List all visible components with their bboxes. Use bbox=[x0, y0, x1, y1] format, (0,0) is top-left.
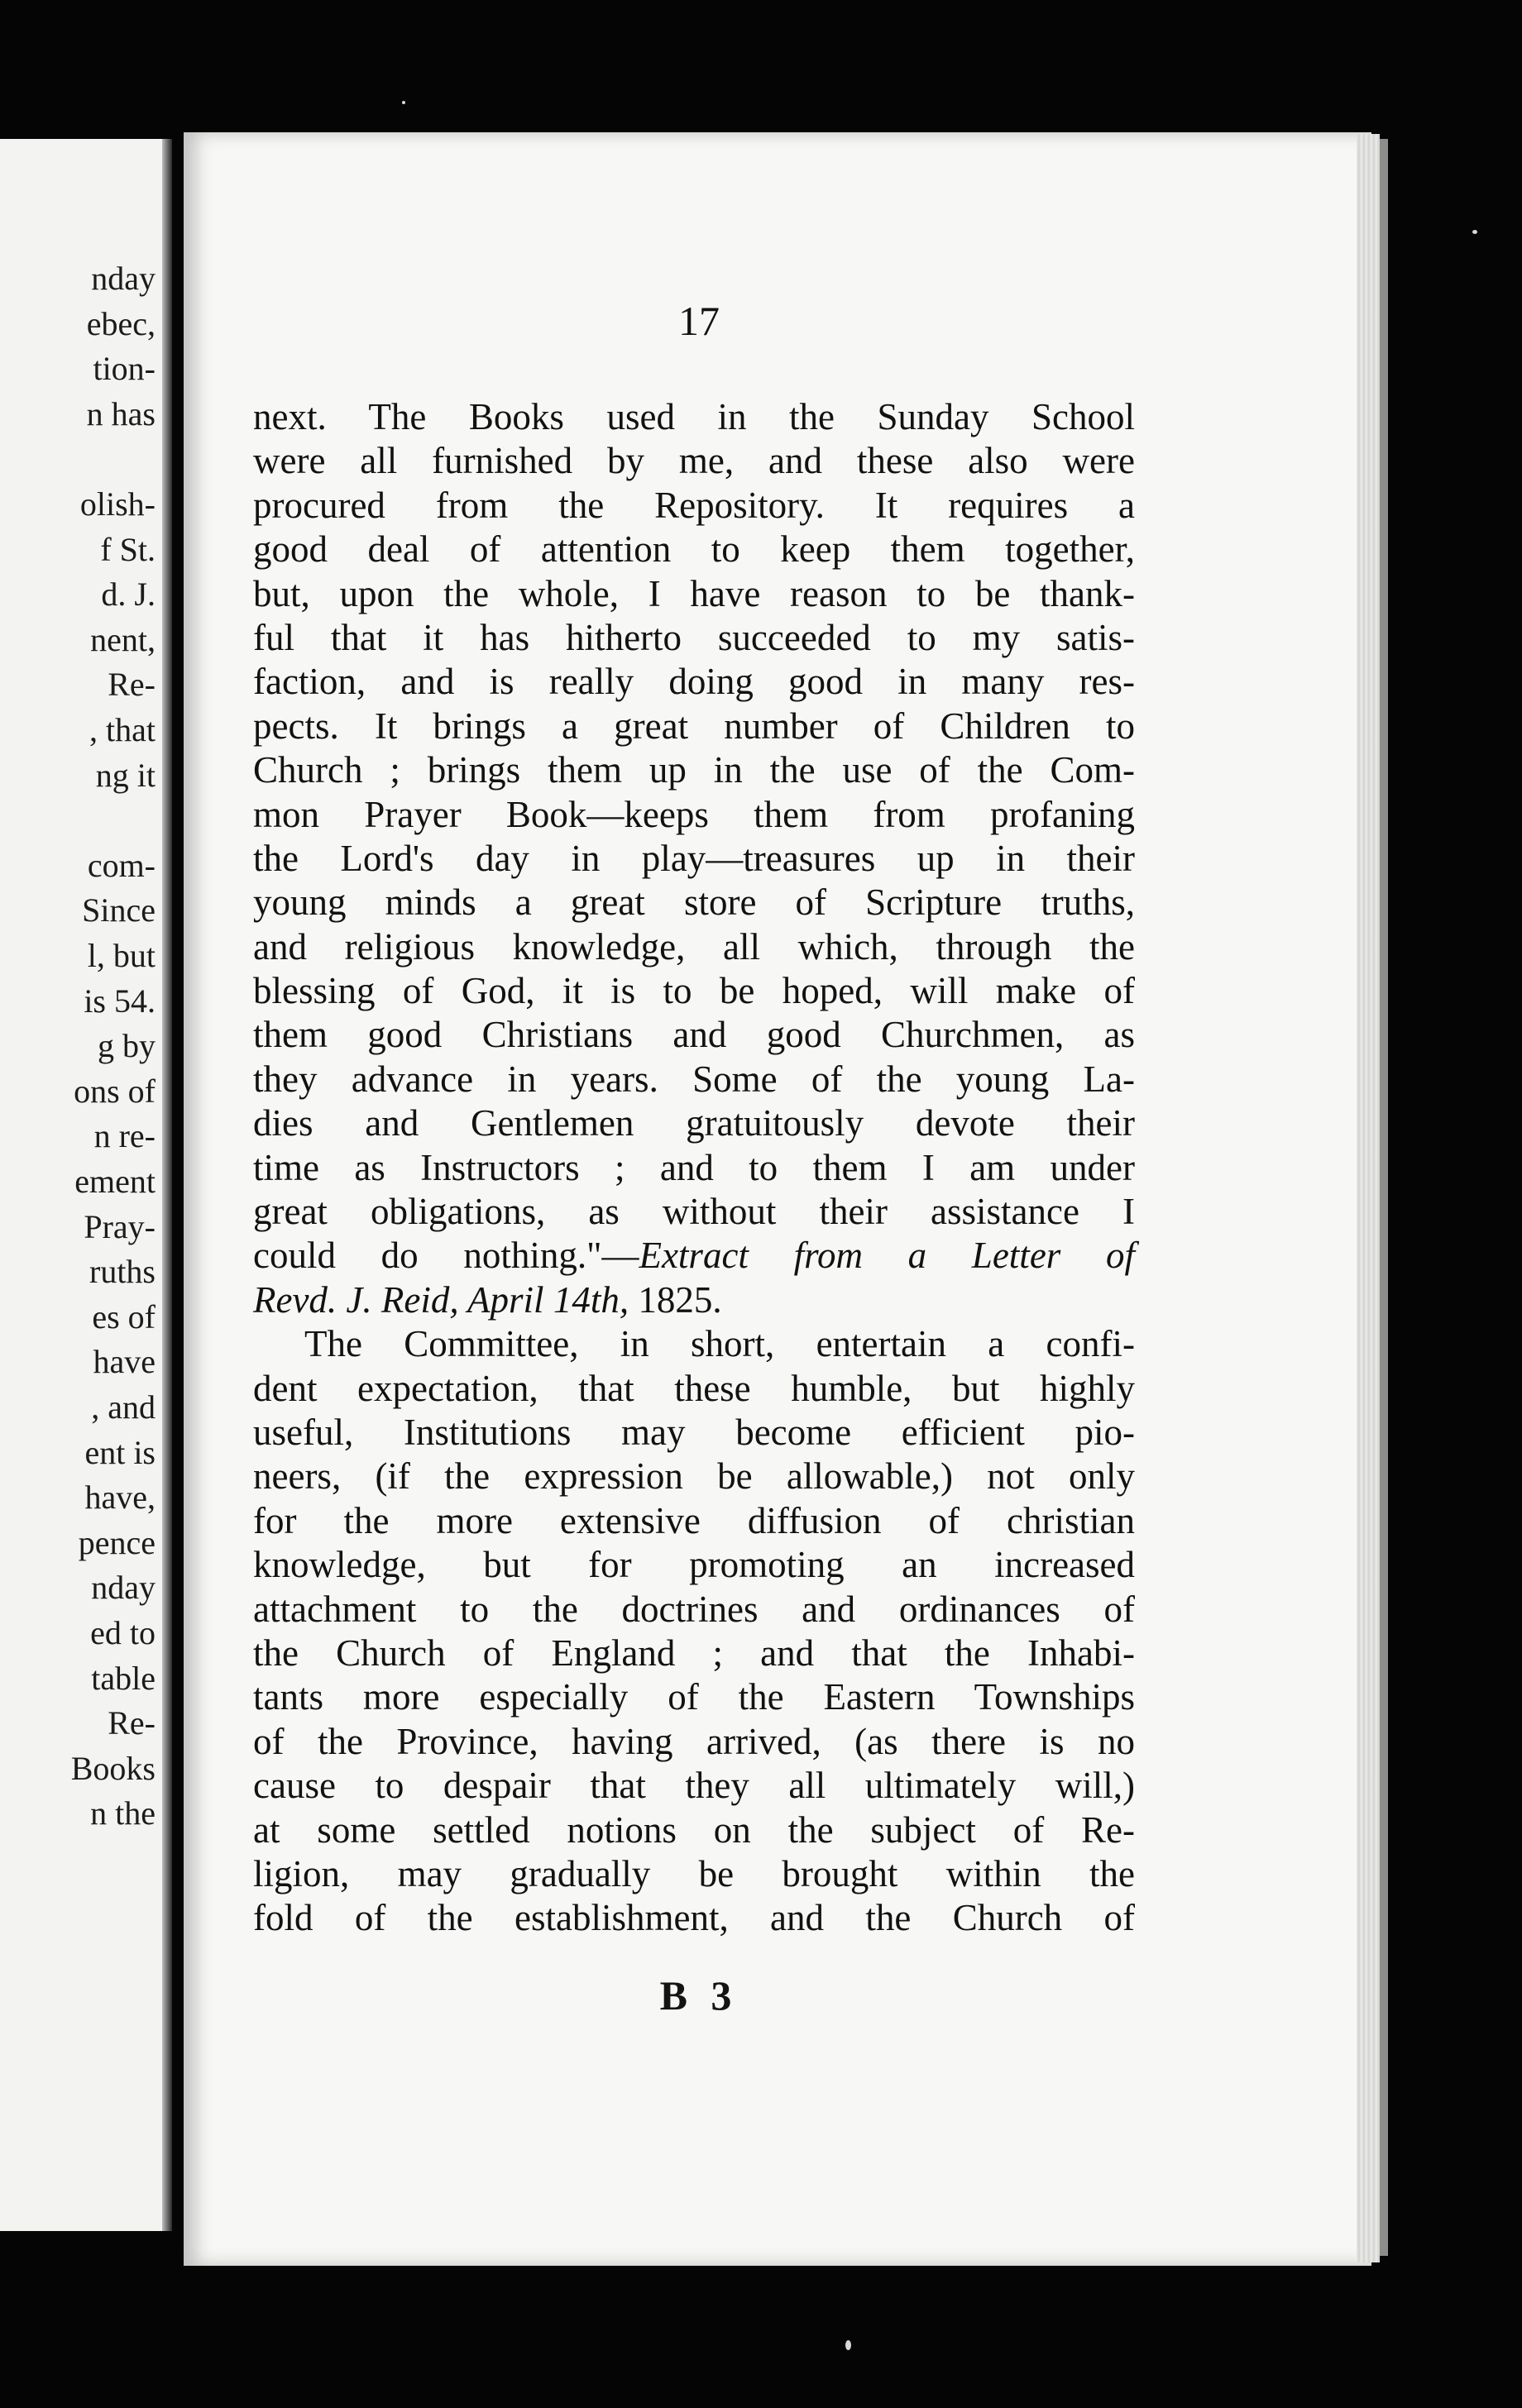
page-edge bbox=[1357, 134, 1380, 2262]
text-line: were all furnished by me, and these also were bbox=[253, 440, 1135, 482]
quoted-letter-paragraph bbox=[253, 395, 1135, 1234]
body-text bbox=[253, 395, 1135, 1941]
left-page-line: ent is bbox=[84, 1433, 156, 1471]
text-line: ful that it has hitherto succeeded to my satis- bbox=[253, 616, 1135, 658]
left-page-line: Re- bbox=[108, 666, 156, 704]
left-page-line: is 54. bbox=[84, 982, 156, 1020]
text-line: the Church of England ; and that the Inhabi- bbox=[253, 1632, 1135, 1674]
left-facing-page bbox=[0, 139, 165, 2231]
text-line: neers, (if the expression be allowable,) not only bbox=[253, 1455, 1135, 1498]
citation-year: 1825. bbox=[629, 1278, 722, 1321]
left-page-line: l, but bbox=[87, 937, 156, 974]
left-page-line: ement bbox=[74, 1163, 156, 1200]
text-line: good deal of attention to keep them together, bbox=[253, 528, 1135, 571]
text-line: and religious knowledge, all which, through the bbox=[253, 925, 1135, 967]
dust-speck bbox=[845, 2340, 851, 2350]
text-line: time as Instructors ; and to them I am under bbox=[253, 1146, 1135, 1188]
left-page-line: olish- bbox=[79, 485, 156, 523]
text-line: Church ; brings them up in the use of the Com- bbox=[253, 749, 1135, 791]
left-page-line: es of bbox=[92, 1297, 156, 1335]
left-page-line: nday bbox=[91, 1569, 156, 1607]
left-page-line: ebec, bbox=[86, 304, 156, 342]
left-page-line: , that bbox=[89, 711, 156, 748]
text-line: dies and Gentlemen gratuitously devote their bbox=[253, 1102, 1135, 1144]
left-page-line: Re- bbox=[108, 1704, 156, 1742]
left-page-line: Books bbox=[70, 1749, 156, 1787]
text-line: next. The Books used in the Sunday School bbox=[253, 396, 1135, 437]
quote-closing: could do nothing."— bbox=[253, 1235, 639, 1277]
left-page-line: Pray- bbox=[84, 1207, 156, 1245]
left-page-line: f St. bbox=[100, 530, 156, 568]
text-line: pects. It brings a great number of Children to bbox=[253, 705, 1135, 747]
left-page-line: have, bbox=[84, 1479, 156, 1517]
dust-speck bbox=[402, 101, 405, 104]
text-line: of the Province, having arrived, (as there is no bbox=[253, 1720, 1135, 1762]
left-page-line: pence bbox=[78, 1523, 156, 1561]
extract-source: Extract from a Letter of bbox=[639, 1235, 1135, 1277]
text-line: young minds a great store of Scripture truths, bbox=[253, 882, 1135, 924]
text-line: for the more extensive diffusion of christian bbox=[253, 1499, 1135, 1541]
text-line: dent expectation, that these humble, but highly bbox=[253, 1367, 1135, 1409]
text-line: but, upon the whole, I have reason to be thank- bbox=[253, 572, 1135, 614]
left-page-line: n re- bbox=[93, 1117, 156, 1155]
text-line: procured from the Repository. It requires a bbox=[253, 484, 1135, 526]
text-line: knowledge, but for promoting an increased bbox=[253, 1544, 1135, 1586]
signature-mark: B 3 bbox=[659, 1972, 739, 2019]
left-page-line: , and bbox=[91, 1388, 156, 1426]
text-line bbox=[253, 1234, 1135, 1278]
text-line: them good Christians and good Churchmen, as bbox=[253, 1014, 1135, 1056]
left-page-line: g by bbox=[98, 1027, 156, 1065]
left-page-line: ruths bbox=[89, 1253, 156, 1291]
left-page-line: ng it bbox=[95, 756, 156, 794]
left-page-line: Since bbox=[82, 891, 156, 929]
text-line: ligion, may gradually be brought within the bbox=[253, 1852, 1135, 1894]
committee-paragraph bbox=[253, 1322, 1135, 1940]
dust-speck bbox=[1472, 230, 1477, 234]
left-page-line: tion- bbox=[93, 350, 156, 388]
left-page-line: n has bbox=[86, 394, 156, 432]
text-line: attachment to the doctrines and ordinances of bbox=[253, 1588, 1135, 1630]
text-line: they advance in years. Some of the young La- bbox=[253, 1058, 1135, 1100]
citation: Revd. J. Reid, April 14th, bbox=[253, 1278, 629, 1321]
left-page-line: ed to bbox=[90, 1614, 156, 1651]
text-line: useful, Institutions may become efficient pio- bbox=[253, 1411, 1135, 1453]
text-line: tants more especially of the Eastern Townships bbox=[253, 1676, 1135, 1718]
text-line: mon Prayer Book—keeps them from profaning bbox=[253, 793, 1135, 835]
text-line bbox=[253, 1278, 1135, 1322]
left-page-line: d. J. bbox=[101, 576, 156, 614]
text-line: fold of the establishment, and the Church of bbox=[253, 1897, 1135, 1939]
page-gutter bbox=[162, 139, 172, 2231]
text-line: faction, and is really doing good in many res- bbox=[253, 661, 1135, 703]
left-page-line: ons of bbox=[74, 1072, 156, 1110]
left-page-line: nday bbox=[91, 260, 156, 297]
page-number: 17 bbox=[678, 298, 720, 344]
text-line: cause to despair that they all ultimately will,) bbox=[253, 1765, 1135, 1807]
left-page-line: table bbox=[91, 1659, 156, 1697]
left-page-line: nent, bbox=[90, 620, 156, 658]
left-page-line: com- bbox=[87, 846, 156, 884]
page-edge-shadow bbox=[1380, 139, 1388, 2256]
text-line: at some settled notions on the subject of Re- bbox=[253, 1808, 1135, 1851]
left-page-line: n the bbox=[90, 1794, 156, 1832]
left-page-line: have bbox=[93, 1343, 156, 1381]
text-line: the Lord's day in play—treasures up in their bbox=[253, 837, 1135, 879]
text-line: blessing of God, it is to be hoped, will make of bbox=[253, 970, 1135, 1012]
text-line: great obligations, as without their assistance I bbox=[253, 1191, 1135, 1233]
text-line: The Committee, in short, entertain a confi- bbox=[304, 1323, 1135, 1365]
